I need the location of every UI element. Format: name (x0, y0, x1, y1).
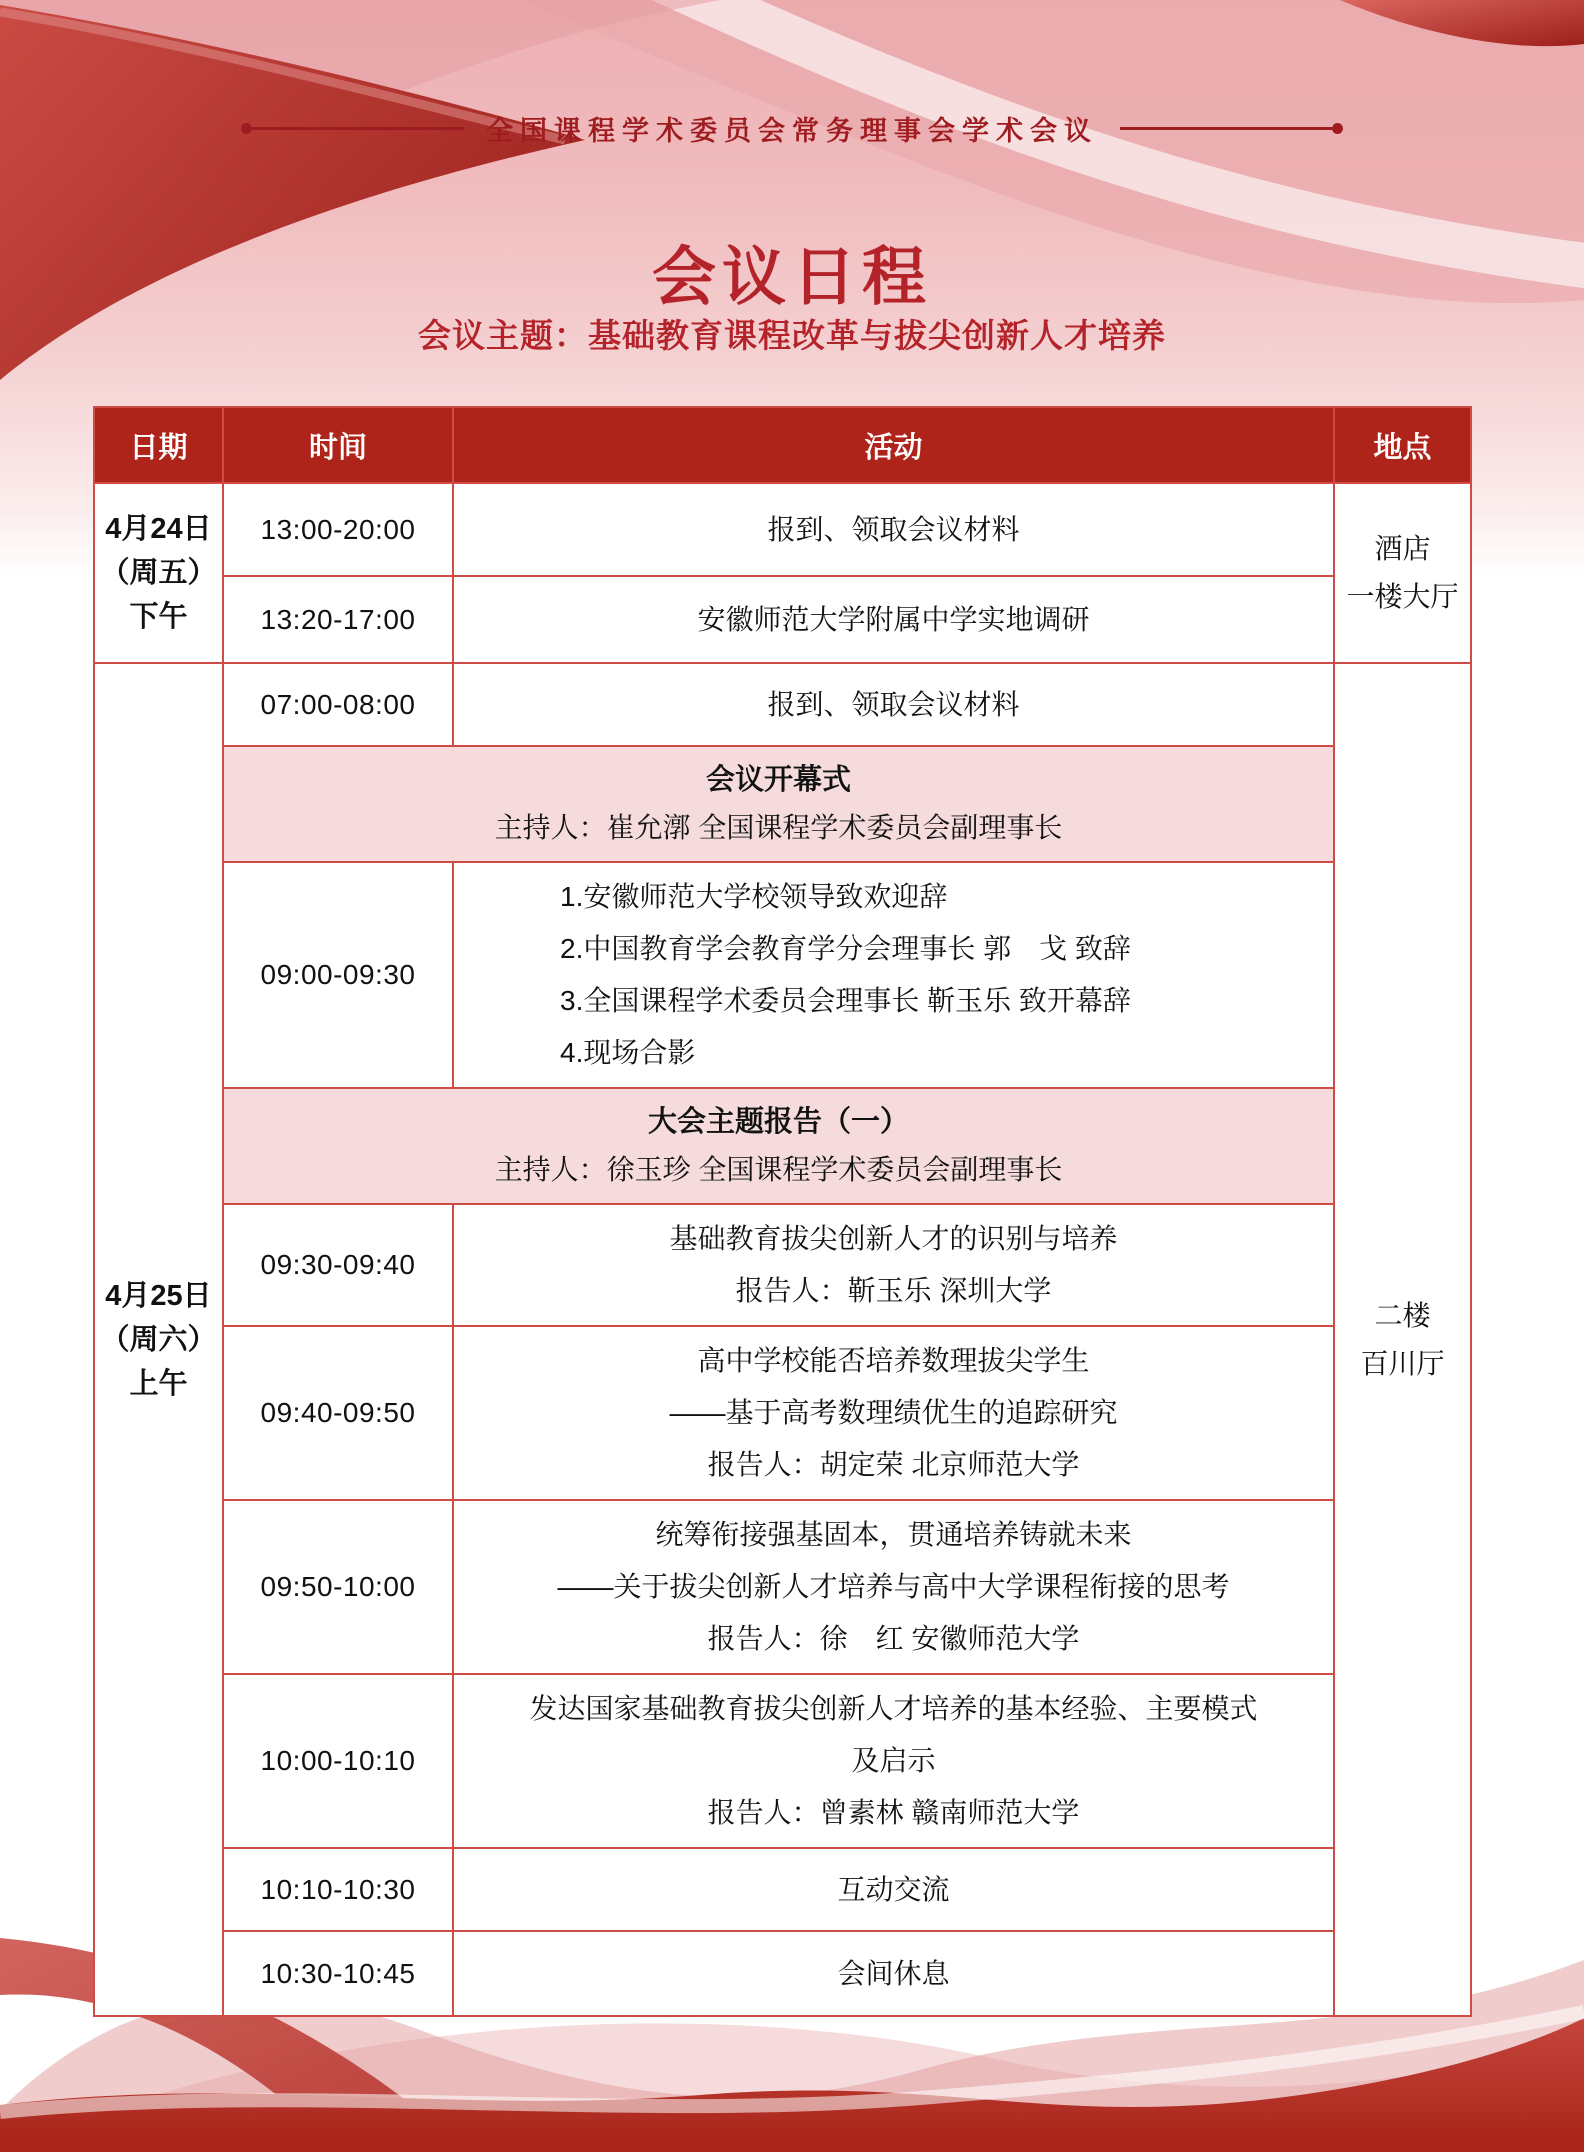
table-row (94, 1848, 1471, 1931)
activity-line: 4.现场合影 (560, 1037, 696, 1068)
band-subtitle: 主持人：崔允漷 全国课程学术委员会副理事长 (494, 812, 1063, 843)
time-cell: 09:30-09:40 (223, 1204, 453, 1326)
band-title: 会议开幕式 (705, 764, 851, 796)
schedule-table (93, 406, 1472, 2017)
banner (0, 108, 1584, 148)
activity-line: 3.全国课程学术委员会理事长 靳玉乐 致开幕辞 (560, 985, 1131, 1016)
location-cell-day1 (1334, 483, 1471, 663)
opening-ceremony-band (223, 746, 1334, 862)
time-cell: 10:10-10:30 (223, 1848, 453, 1931)
activity-line: ——基于高考数理绩优生的追踪研究 (669, 1397, 1118, 1428)
band-subtitle: 主持人：徐玉珍 全国课程学术委员会副理事长 (494, 1154, 1063, 1185)
activity-cell (453, 862, 1334, 1088)
activity-line: 报告人：徐 红 安徽师范大学 (707, 1623, 1080, 1654)
location-line: 一楼大厅 (1346, 581, 1459, 612)
date-line: 4月24日 (105, 513, 212, 545)
activity-cell (453, 1326, 1334, 1500)
time-cell: 09:00-09:30 (223, 862, 453, 1088)
date-line: 下午 (129, 601, 188, 633)
time-cell: 13:20-17:00 (223, 576, 453, 663)
keynote-band (223, 1088, 1334, 1204)
activity-cell: 会间休息 (453, 1931, 1334, 2016)
header-time: 时间 (223, 407, 453, 483)
location-line: 二楼 (1374, 1299, 1431, 1331)
banner-right-dot-icon (1332, 123, 1343, 134)
activity-line: 及启示 (851, 1745, 936, 1776)
page-subtitle: 会议主题：基础教育课程改革与拔尖创新人才培养 (418, 317, 1166, 354)
table-row (94, 1500, 1471, 1674)
activity-cell (453, 1204, 1334, 1326)
time-cell: 07:00-08:00 (223, 663, 453, 746)
activity-cell: 安徽师范大学附属中学实地调研 (453, 576, 1334, 663)
table-row-keynote-band (94, 1088, 1471, 1204)
time-cell: 09:40-09:50 (223, 1326, 453, 1500)
activity-line: 报告人：胡定荣 北京师范大学 (707, 1449, 1080, 1480)
date-line: （周六） (100, 1323, 217, 1356)
activity-cell (453, 1500, 1334, 1674)
activity-line: 1.安徽师范大学校领导致欢迎辞 (560, 881, 948, 912)
date-cell-day1 (94, 483, 223, 663)
activity-cell: 报到、领取会议材料 (453, 483, 1334, 576)
date-line: （周五） (100, 557, 217, 589)
table-row (94, 576, 1471, 663)
page-title: 会议日程 (652, 240, 932, 315)
top-wave-decoration (0, 0, 1584, 420)
table-row (94, 1204, 1471, 1326)
date-line: 上午 (129, 1367, 188, 1400)
banner-left-dot-icon (241, 123, 252, 134)
activity-cell: 互动交流 (453, 1848, 1334, 1931)
table-row (94, 1326, 1471, 1500)
header-location: 地点 (1334, 407, 1471, 483)
location-cell-day2 (1334, 663, 1471, 2016)
time-cell: 09:50-10:00 (223, 1500, 453, 1674)
header-activity: 活动 (453, 407, 1334, 483)
banner-right-rule (1120, 127, 1332, 130)
band-title: 大会主题报告（一） (647, 1106, 909, 1138)
activity-cell (453, 1674, 1334, 1848)
table-row-opening-band (94, 746, 1471, 862)
activity-line: 报告人：曾素林 赣南师范大学 (707, 1797, 1080, 1828)
table-row (94, 483, 1471, 576)
time-cell: 10:30-10:45 (223, 1931, 453, 2016)
table-row (94, 663, 1471, 746)
banner-left-rule (252, 127, 464, 130)
activity-line: 2.中国教育学会教育学分会理事长 郭 戈 致辞 (560, 933, 1131, 964)
location-line: 百川厅 (1360, 1347, 1445, 1379)
time-cell: 10:00-10:10 (223, 1674, 453, 1848)
activity-line: 发达国家基础教育拔尖创新人才培养的基本经验、主要模式 (529, 1693, 1258, 1724)
table-row (94, 1674, 1471, 1848)
location-line: 酒店 (1374, 533, 1431, 564)
table-row (94, 862, 1471, 1088)
header-date: 日期 (94, 407, 223, 483)
activity-line: 高中学校能否培养数理拔尖学生 (697, 1345, 1090, 1376)
activity-line: 报告人：靳玉乐 深圳大学 (735, 1275, 1052, 1306)
table-header-row (94, 407, 1471, 483)
activity-line: 基础教育拔尖创新人才的识别与培养 (669, 1223, 1118, 1254)
date-cell-day2 (94, 663, 223, 2016)
date-line: 4月25日 (105, 1279, 212, 1312)
activity-cell: 报到、领取会议材料 (453, 663, 1334, 746)
banner-text: 全国课程学术委员会常务理事会学术会议 (486, 115, 1098, 146)
time-cell: 13:00-20:00 (223, 483, 453, 576)
table-row (94, 1931, 1471, 2016)
activity-line: 统筹衔接强基固本，贯通培养铸就未来 (655, 1519, 1132, 1550)
activity-line: ——关于拔尖创新人才培养与高中大学课程衔接的思考 (557, 1571, 1230, 1602)
